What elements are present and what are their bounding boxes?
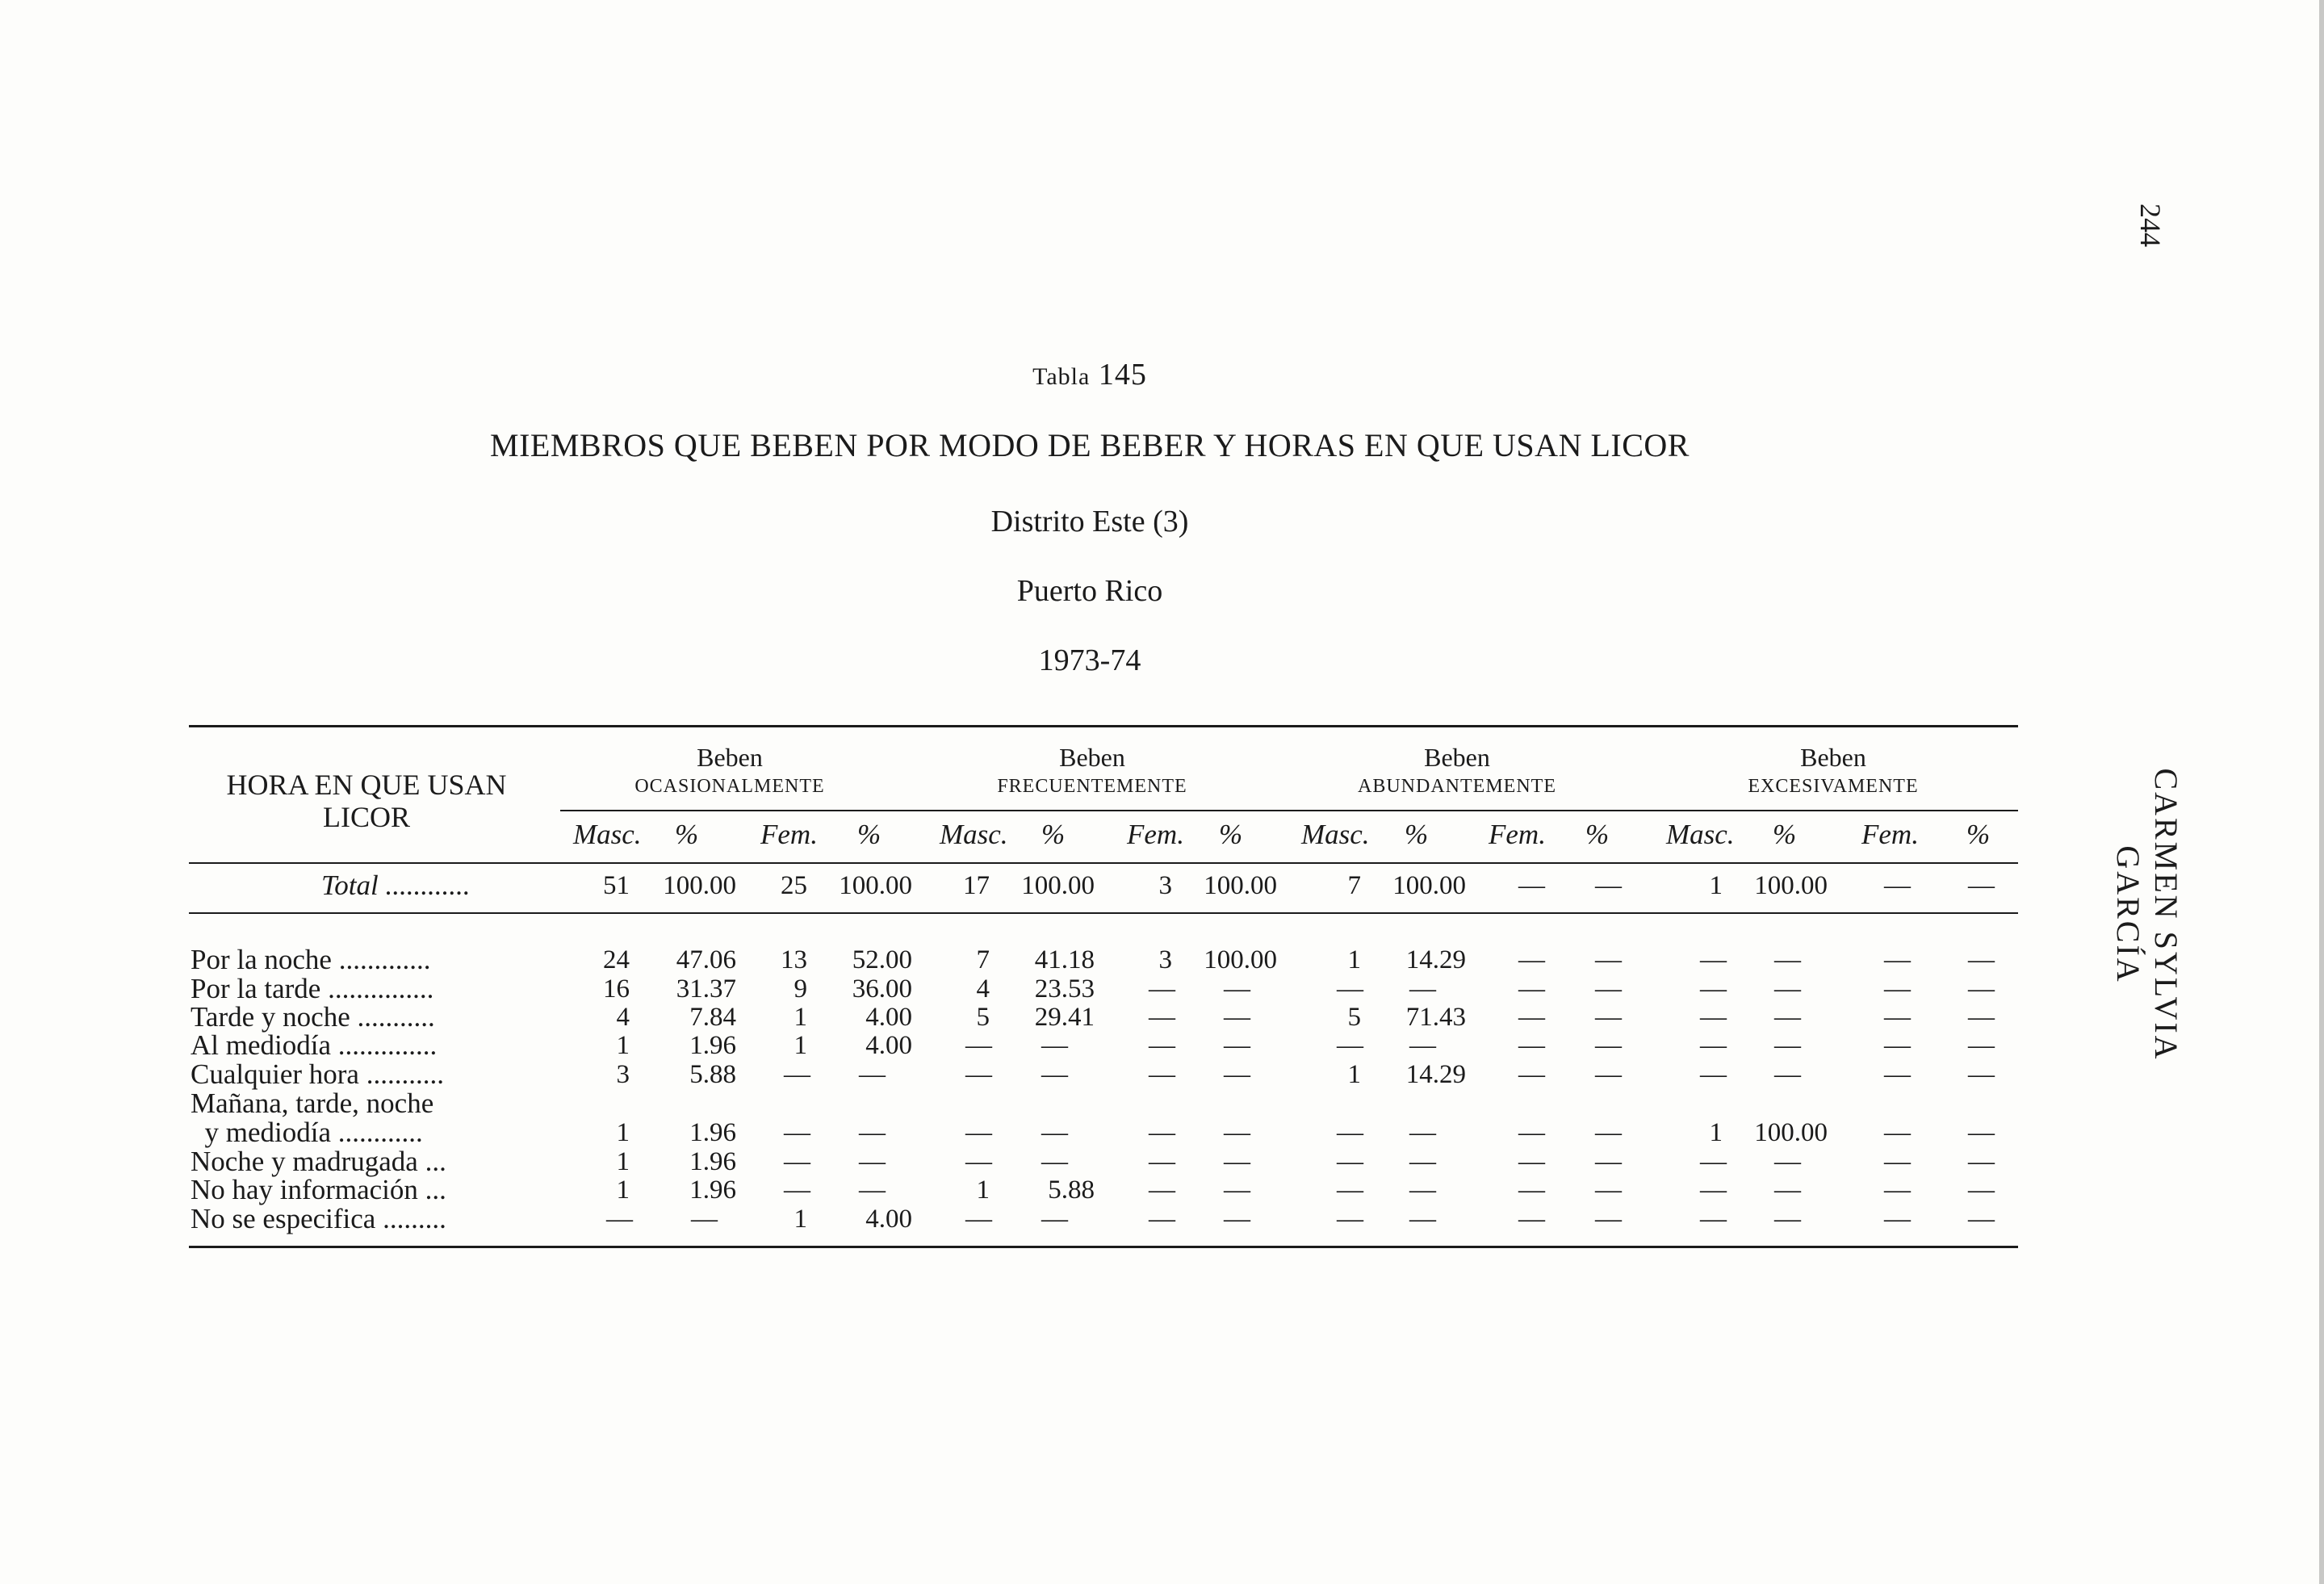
total-row-cell: — (1968, 871, 1995, 900)
table-row-cell: 71.43 (1405, 1003, 1466, 1032)
table-row-cell: 5 (1347, 1003, 1361, 1032)
table-row-cell: — (1224, 1003, 1250, 1032)
table-row-label: No se especifica ......... (191, 1203, 446, 1234)
table-row-cell: — (859, 1118, 886, 1147)
table-row-cell: — (1149, 1147, 1175, 1176)
table-row-cell: — (859, 1060, 886, 1089)
table-row-cell: — (1774, 1003, 1801, 1032)
table-row-cell: — (1041, 1031, 1068, 1060)
table-row-label: Mañana, tarde, noche (191, 1087, 434, 1119)
total-row-cell: 7 (1347, 871, 1361, 900)
table-row-cell: — (1409, 974, 1436, 1004)
total-row-cell: — (1884, 871, 1911, 900)
subheader-cell: % (857, 819, 881, 850)
table-row-cell: — (1518, 945, 1545, 974)
table-row-cell: 9 (794, 974, 807, 1004)
table-row-cell: — (1595, 1205, 1622, 1234)
table-row-cell: — (784, 1175, 810, 1205)
table-row-cell: — (1884, 1175, 1911, 1205)
table-row-cell: 1 (616, 1118, 630, 1147)
table-row-cell: — (1409, 1031, 1436, 1060)
table-row-cell: — (1224, 1147, 1250, 1176)
table-row-cell: 7 (976, 945, 990, 974)
table-row-cell: — (1409, 1205, 1436, 1234)
table-row-label: Noche y madrugada ... (191, 1146, 446, 1177)
page-number: 244 (2134, 203, 2167, 247)
table-row-cell: 14.29 (1405, 945, 1466, 974)
table-row-cell: — (1518, 1060, 1545, 1089)
subheader-cell: Fem. (1861, 819, 1919, 850)
table-row-label: Por la noche ............. (191, 944, 431, 975)
table-row-cell: 5.88 (1048, 1175, 1095, 1205)
total-row-cell: 100.00 (663, 871, 736, 900)
total-row-cell: 100.00 (1021, 871, 1095, 900)
table-row-cell: 1 (794, 1031, 807, 1060)
subheader-cell: % (1966, 819, 1991, 850)
table-row-cell: — (1337, 1175, 1363, 1205)
table-row-cell: — (1700, 1031, 1727, 1060)
table-row-label: Tarde y noche ........... (191, 1001, 435, 1033)
table-row-cell: — (965, 1060, 992, 1089)
table-row-cell: 23.53 (1034, 974, 1095, 1004)
table-row-cell: 1 (1347, 1060, 1361, 1089)
table-row-cell: — (1224, 1205, 1250, 1234)
subheader-cell: % (1041, 819, 1066, 850)
table-row-cell: — (1518, 1205, 1545, 1234)
table-row-cell: — (1409, 1147, 1436, 1176)
table-row-cell: — (1595, 1118, 1622, 1147)
table-row-cell: — (1518, 974, 1545, 1004)
table-row-label: No hay información ... (191, 1174, 446, 1205)
table-row-cell: — (1884, 1205, 1911, 1234)
table-row-cell: — (1149, 974, 1175, 1004)
subheader-cell: % (1405, 819, 1429, 850)
group-header (560, 743, 899, 801)
table-row-cell: — (784, 1060, 810, 1089)
table-row-cell: — (1518, 1175, 1545, 1205)
table-row-cell: 1 (1347, 945, 1361, 974)
total-row-cell: — (1518, 871, 1545, 900)
table-row-cell: 1 (794, 1003, 807, 1032)
table-row-cell: 3 (616, 1060, 630, 1089)
total-row-cell: 100.00 (1204, 871, 1277, 900)
table-row-cell: — (1224, 1060, 1250, 1089)
group-header-line2: EXCESIVAMENTE (1748, 776, 1919, 797)
table-row-cell: — (1700, 1147, 1727, 1176)
table-row-cell: 1.96 (689, 1118, 736, 1147)
table-row-cell: — (691, 1205, 718, 1234)
table-row-cell: — (1968, 945, 1995, 974)
table-row-cell: — (1149, 1175, 1175, 1205)
table-row-cell: — (1595, 1003, 1622, 1032)
group-header-line2: OCASIONALMENTE (634, 776, 825, 797)
table-row-cell: — (1409, 1118, 1436, 1147)
group-header (1664, 743, 2003, 801)
table-row-cell: 41.18 (1034, 945, 1095, 974)
table-row-cell: — (1595, 1147, 1622, 1176)
subheader-cell: Masc. (940, 819, 1008, 850)
table-row-cell: — (1968, 1118, 1995, 1147)
table-row-cell: 1.96 (689, 1147, 736, 1176)
total-row-cell: 100.00 (1392, 871, 1466, 900)
table-row-cell: — (1700, 1060, 1727, 1089)
table-row-cell: 1 (616, 1175, 630, 1205)
subheader-cell: Masc. (1301, 819, 1370, 850)
table-row-cell: — (1700, 974, 1727, 1004)
table-row-cell: — (1041, 1147, 1068, 1176)
table-row-cell: — (1774, 974, 1801, 1004)
total-row-label: Total ............ (321, 870, 471, 901)
table-row-cell: — (1149, 1205, 1175, 1234)
total-row-cell: — (1595, 871, 1622, 900)
table-row-cell: — (859, 1175, 886, 1205)
table-row-cell: 1 (794, 1205, 807, 1234)
table-row-cell: — (784, 1147, 810, 1176)
table-bottom-rule (189, 1246, 2018, 1248)
table-row-cell: — (1409, 1175, 1436, 1205)
running-head-author: CARMEN SYLVIA GARCÍA (2110, 768, 2184, 1062)
group-header-line1: Beben (1800, 743, 1866, 772)
group-header-line1: Beben (1059, 743, 1125, 772)
table-row-cell: — (784, 1118, 810, 1147)
table-row-cell: 1 (616, 1031, 630, 1060)
table-row-cell: 1.96 (689, 1031, 736, 1060)
group-header (1288, 743, 1627, 801)
table-row-cell: — (1149, 1060, 1175, 1089)
table-row-cell: — (1884, 1118, 1911, 1147)
table-row-cell: — (1774, 945, 1801, 974)
table-title: MIEMBROS QUE BEBEN POR MODO DE BEBER Y HORAS EN QUE USAN LICOR (490, 427, 1690, 463)
table-row-cell: 7.84 (689, 1003, 736, 1032)
table-row-cell: — (1968, 1031, 1995, 1060)
table-row-cell: — (1518, 1031, 1545, 1060)
table-row-cell: — (1041, 1118, 1068, 1147)
group-header (923, 743, 1262, 801)
table-row-cell: — (1337, 1118, 1363, 1147)
subheader-cell: Fem. (760, 819, 818, 850)
table-row-cell: 100.00 (1204, 945, 1277, 974)
subheader-cell: Fem. (1127, 819, 1184, 850)
table-row-cell: — (1774, 1060, 1801, 1089)
table-row-label: Por la tarde ............... (191, 973, 434, 1004)
subheader-cell: Masc. (573, 819, 642, 850)
subtitle-place: Puerto Rico (1016, 574, 1163, 608)
subheader-cell: % (1585, 819, 1610, 850)
table-row-cell: — (859, 1147, 886, 1176)
table-row-cell: — (965, 1205, 992, 1234)
table-row-cell: 16 (603, 974, 630, 1004)
table-row-cell: 52.00 (852, 945, 912, 974)
table-row-cell: — (1337, 1205, 1363, 1234)
subheader-cell: Fem. (1489, 819, 1546, 850)
table-row-cell: — (1968, 1175, 1995, 1205)
table-top-rule (189, 725, 2018, 727)
table-row-cell: — (1224, 1118, 1250, 1147)
table-row-cell: — (606, 1205, 633, 1234)
table-row-cell: — (1224, 1031, 1250, 1060)
table-row-cell: 31.37 (676, 974, 736, 1004)
page-edge (2319, 0, 2324, 1584)
table-row-cell: — (1041, 1060, 1068, 1089)
table-row-cell: — (1337, 974, 1363, 1004)
table-label-prefix: Tabla (1032, 363, 1091, 390)
table-row-cell: — (965, 1031, 992, 1060)
table-row-cell: 4 (976, 974, 990, 1004)
table-row-cell: — (1774, 1031, 1801, 1060)
table-row-cell: — (1968, 1060, 1995, 1089)
table-row-cell: — (1518, 1147, 1545, 1176)
subheader-cell: % (1219, 819, 1243, 850)
table-row-cell: — (1595, 1060, 1622, 1089)
total-row-cell: 100.00 (1754, 871, 1828, 900)
table-row-cell: — (1884, 1031, 1911, 1060)
table-row-cell: — (1700, 945, 1727, 974)
table-row-cell: — (1595, 1031, 1622, 1060)
table-row-cell: — (1968, 1205, 1995, 1234)
group-header-line2: FRECUENTEMENTE (997, 776, 1187, 797)
table-row-cell: — (1700, 1003, 1727, 1032)
subtitle-year: 1973-74 (1038, 643, 1141, 677)
table-row-cell: 4 (616, 1003, 630, 1032)
table-row-cell: — (1595, 1175, 1622, 1205)
table-row-cell: — (1968, 1147, 1995, 1176)
table-row-cell: — (1224, 974, 1250, 1004)
table-row-cell: — (1700, 1175, 1727, 1205)
table-row-cell: — (1149, 1003, 1175, 1032)
subtitle-district: Distrito Este (3) (990, 505, 1189, 538)
table-row-label: y mediodía ............ (191, 1117, 423, 1148)
table-row-cell: 5 (976, 1003, 990, 1032)
table-row-cell: 36.00 (852, 974, 912, 1004)
total-row-cell: 25 (781, 871, 807, 900)
total-row-cell: 3 (1158, 871, 1172, 900)
table-row-cell: — (1518, 1003, 1545, 1032)
header-bottom-rule (189, 862, 2018, 864)
table-row-cell: 4.00 (865, 1205, 912, 1234)
table-row-cell: 1 (616, 1147, 630, 1176)
table-row-cell: — (1884, 1060, 1911, 1089)
table-row-cell: 29.41 (1034, 1003, 1095, 1032)
subheader-cell: Masc. (1666, 819, 1735, 850)
table-row-cell: 100.00 (1754, 1118, 1828, 1147)
table-row-cell: — (1518, 1118, 1545, 1147)
table-row-cell: — (1884, 1147, 1911, 1176)
table-row-cell: — (1968, 1003, 1995, 1032)
group-header-line1: Beben (697, 743, 763, 772)
table-row-cell: — (1774, 1205, 1801, 1234)
table-row-cell: 3 (1158, 945, 1172, 974)
total-row-cell: 100.00 (839, 871, 912, 900)
table-row-label: Al mediodía .............. (191, 1029, 438, 1061)
total-row-cell: 17 (963, 871, 990, 900)
table-row-cell: 4.00 (865, 1031, 912, 1060)
table-row-cell: 1 (1709, 1118, 1723, 1147)
table-row-cell: 14.29 (1405, 1060, 1466, 1089)
table-row-cell: 47.06 (676, 945, 736, 974)
stub-header: HORA EN QUE USAN LICOR (226, 769, 507, 833)
table-row-cell: — (1149, 1031, 1175, 1060)
table-row-cell: — (1884, 1003, 1911, 1032)
table-row-cell: — (1774, 1175, 1801, 1205)
total-row-cell: 51 (603, 871, 630, 900)
group-header-line1: Beben (1424, 743, 1490, 772)
table-row-cell: — (1774, 1147, 1801, 1176)
table-row-label: Cualquier hora ........... (191, 1058, 444, 1090)
table-row-cell: 13 (781, 945, 807, 974)
table-row-cell: — (1595, 974, 1622, 1004)
table-row-cell: — (1224, 1175, 1250, 1205)
table-row-cell: 1 (976, 1175, 990, 1205)
table-row-cell: — (1337, 1147, 1363, 1176)
table-row-cell: — (1884, 974, 1911, 1004)
table-row-cell: — (1968, 974, 1995, 1004)
total-row-cell: 1 (1709, 871, 1723, 900)
table-row-cell: — (1149, 1118, 1175, 1147)
table-row-cell: 1.96 (689, 1175, 736, 1205)
table-row-cell: 5.88 (689, 1060, 736, 1089)
table-row-cell: — (1337, 1031, 1363, 1060)
total-bottom-rule (189, 912, 2018, 914)
table-label-number: 145 (1098, 358, 1147, 392)
subheader-rule (560, 810, 2018, 811)
table-row-cell: — (1700, 1205, 1727, 1234)
group-header-line2: ABUNDANTEMENTE (1358, 776, 1556, 797)
subheader-cell: % (675, 819, 699, 850)
table-row-cell: 4.00 (865, 1003, 912, 1032)
table-row-cell: 24 (603, 945, 630, 974)
table-label (0, 357, 2180, 392)
table-row-cell: — (1884, 945, 1911, 974)
table-row-cell: — (965, 1147, 992, 1176)
subheader-cell: % (1773, 819, 1797, 850)
table-row-cell: — (965, 1118, 992, 1147)
table-row-cell: — (1041, 1205, 1068, 1234)
table-row-cell: — (1595, 945, 1622, 974)
